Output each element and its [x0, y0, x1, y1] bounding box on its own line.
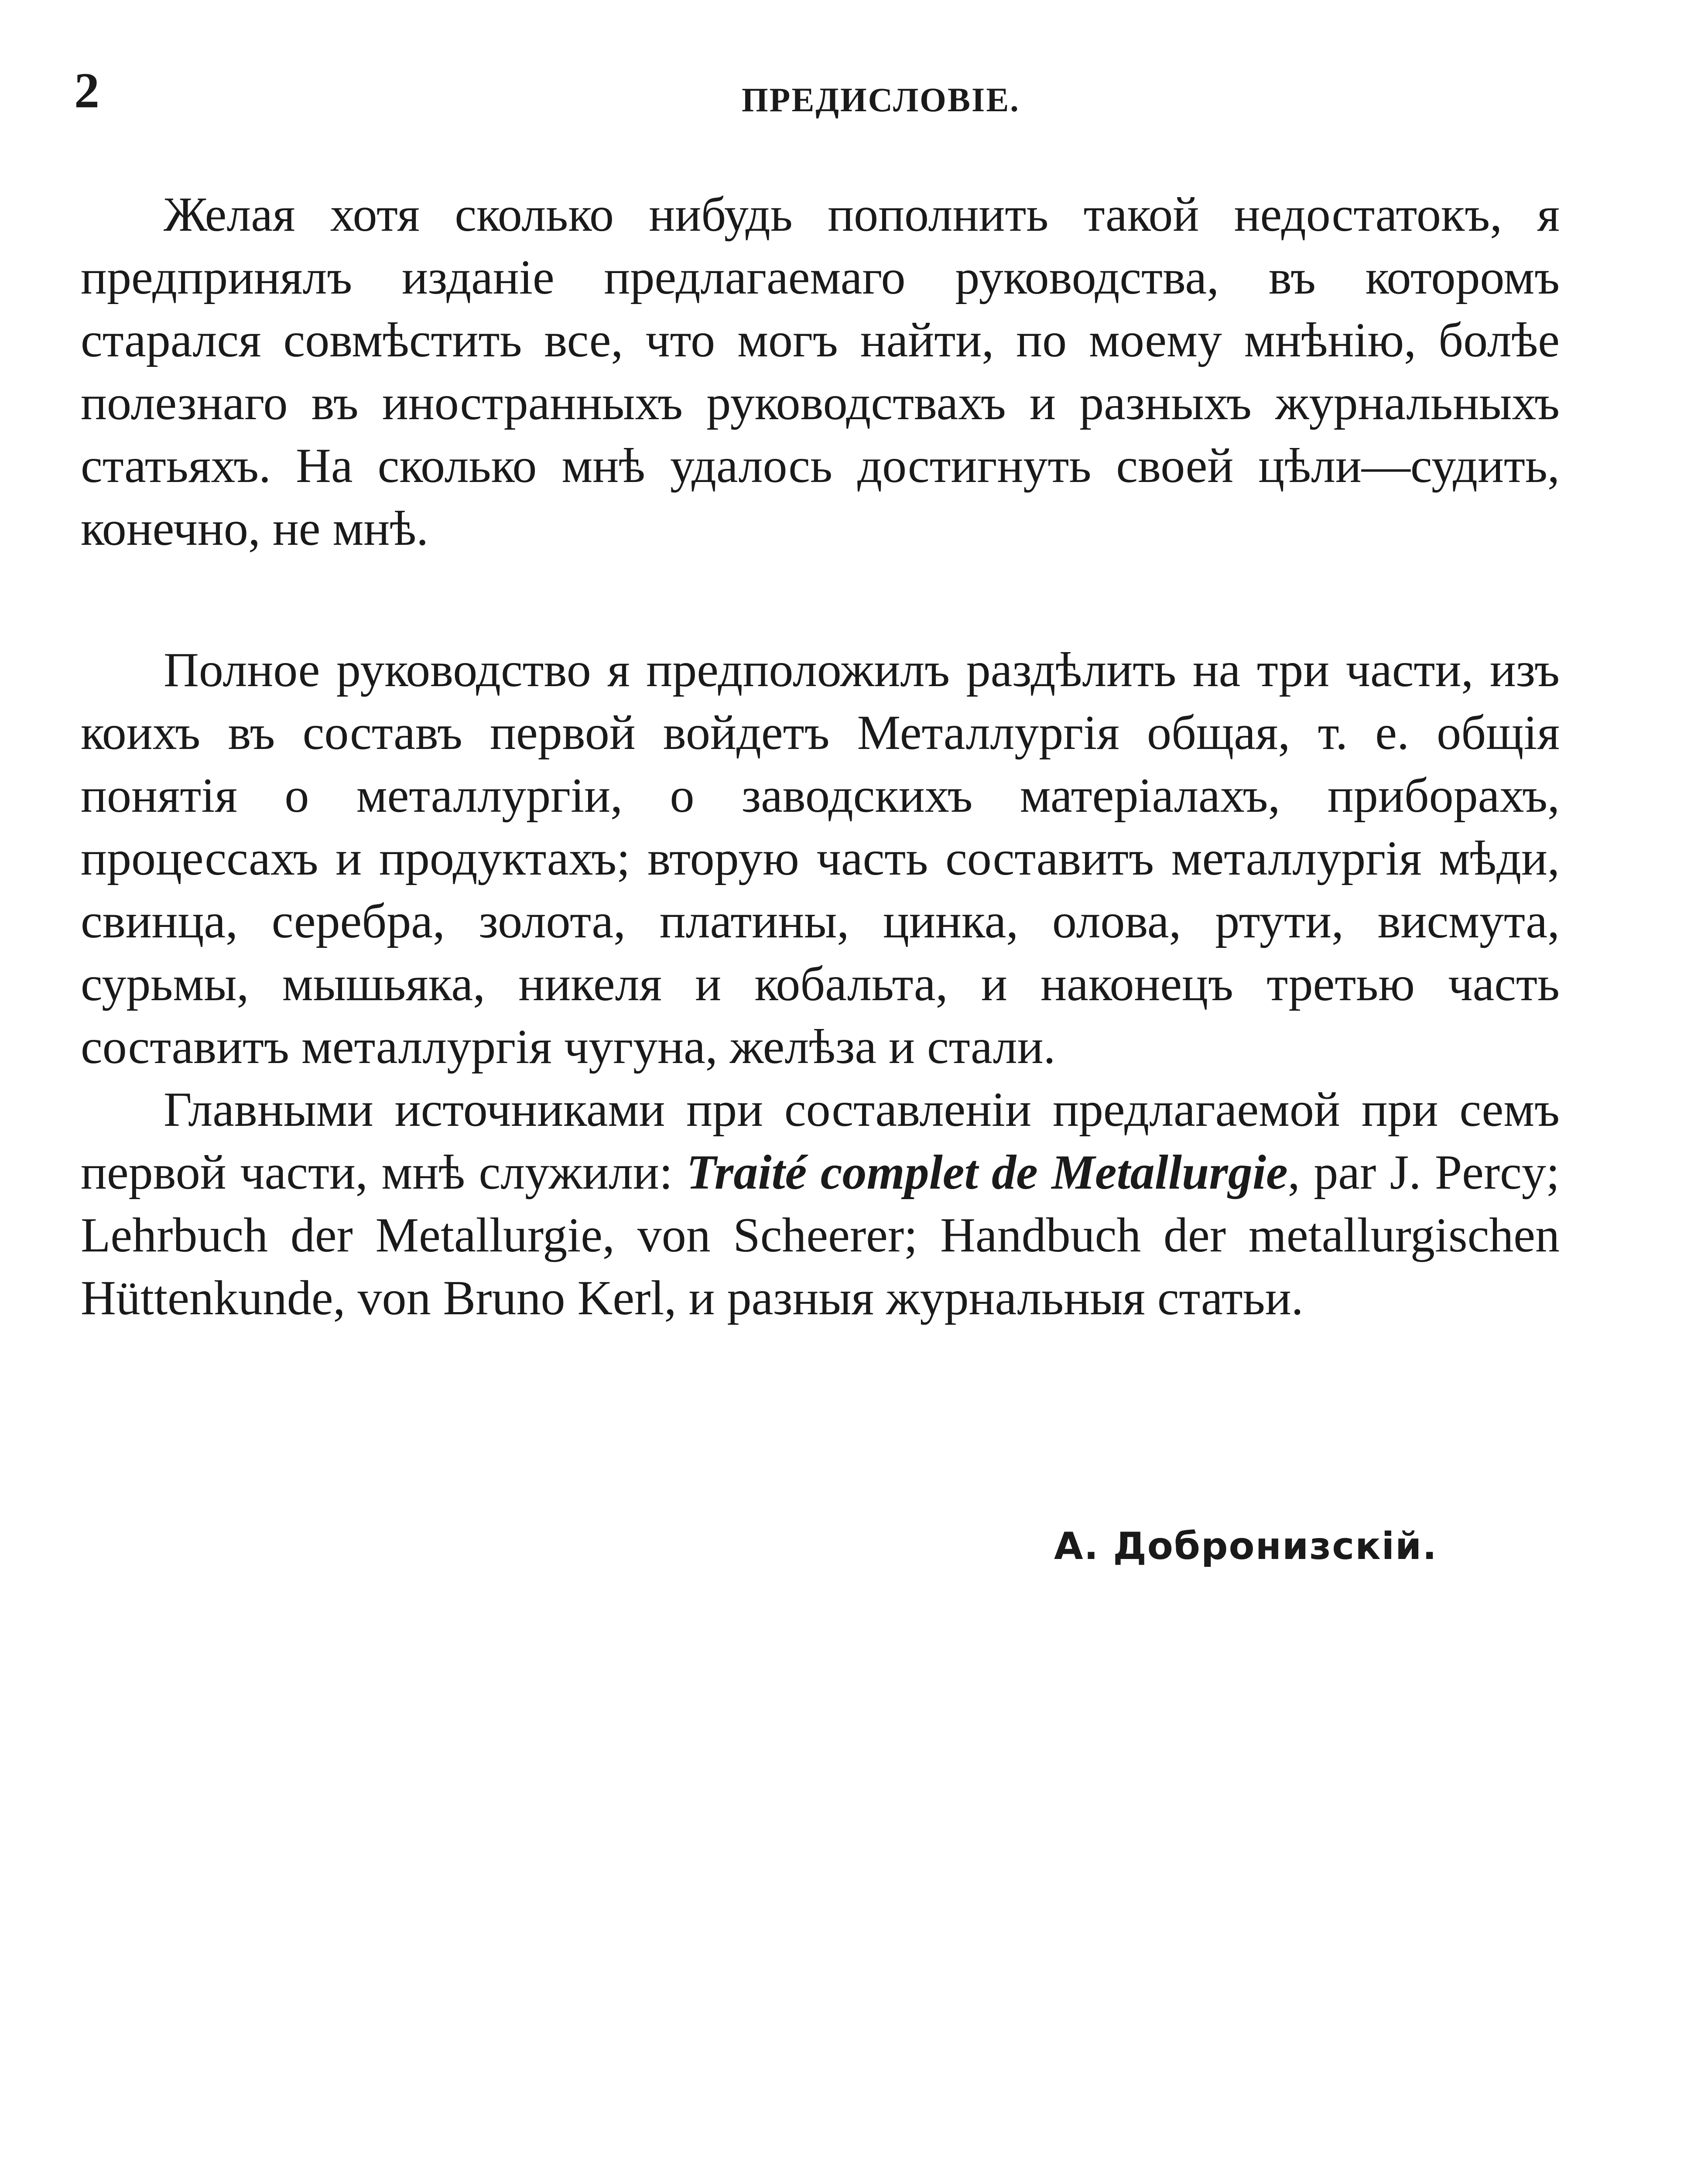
page-number: 2 — [74, 63, 99, 119]
paragraph-3 — [81, 1078, 1560, 1330]
preface-body — [81, 183, 1560, 1330]
paragraph-3-start: Главными источниками при составленіи предлагаемой при семъ первой части, мнѣ служили: — [81, 1083, 1560, 1200]
paragraph-2: Полное руководство я предположилъ раздѣлить на три части, изъ коихъ въ составъ первой войдетъ Металлургія общая, т. е. общія понятія о металлургіи, о заводскихъ матеріалахъ, приборахъ, процессахъ и продуктахъ; вторую часть составитъ металлургія мѣди, свинца, серебра, золота, платины, цинка, олова, ртути, висмута, сурьмы, мышьяка, никеля и кобальта, и наконецъ третью часть составитъ металлургія чугуна, желѣза и стали. — [81, 643, 1560, 1074]
author-signature: А. Добронизскій. — [1054, 1525, 1438, 1568]
paragraph-1: Желая хотя сколько нибудь пополнить такой недостатокъ, я предпринялъ изданіе предлагаемаго руководства, въ которомъ старался совмѣстить все, что могъ найти, по моему мнѣнію, болѣе полезнаго въ иностранныхъ руководствахъ и разныхъ журнальныхъ статьяхъ. На сколько мнѣ удалось достигнуть своей цѣли—судить, конечно, не мнѣ. — [81, 188, 1560, 556]
paragraph-3-end: , par J. Percy; Lehrbuch der Metallurgie, von Scheerer; Handbuch der metallurgischen Hüttenkunde, von Bruno Kerl, и разныя журнальныя статьи. — [81, 1145, 1560, 1325]
book-title-italic: Traité complet de Metallurgie — [686, 1145, 1288, 1200]
running-title: ПРЕДИСЛОВІЕ. — [742, 81, 1020, 119]
